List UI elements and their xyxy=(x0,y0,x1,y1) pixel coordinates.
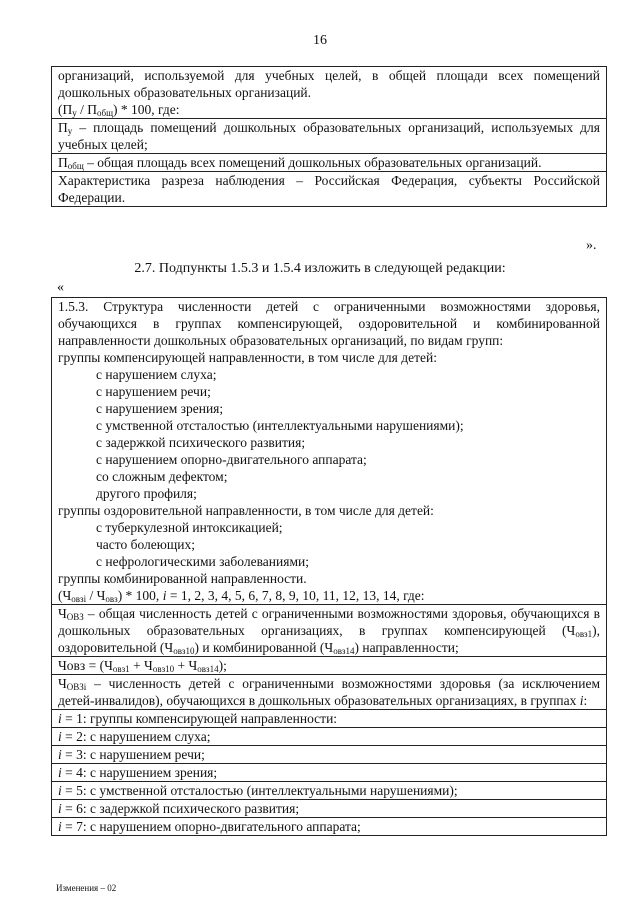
comp-item: с нарушением речи; xyxy=(96,384,211,399)
comp-item: с нарушением слуха; xyxy=(96,367,217,382)
cont-text: организаций, используемой для учебных целей, в общей площади всех помещений дошкольных образовательных организаций. xyxy=(58,68,600,100)
health-groups-label: группы оздоровительной направленности, в том числе для детей: xyxy=(58,503,434,518)
top-table-cont-row xyxy=(52,67,606,118)
i-row: i = 3: с нарушением речи; xyxy=(52,745,606,763)
i-row: i = 4: с нарушением зрения; xyxy=(52,763,606,781)
comp-item: с задержкой психического развития; xyxy=(96,435,306,450)
intro-text: 1.5.3. Структура численности детей с ограниченными возможностями здоровья, обучающихся в группах компенсирующей, оздоровительной и комбинированной направленности дошкольных образовательных организаций, по видам групп: xyxy=(58,299,600,348)
characteristic-row: Характеристика разреза наблюдения – Российская Федерация, субъекты Российской Федерации. xyxy=(52,171,606,206)
def-ovzi-row: $Ч_{ОВЗi}$ – численность детей с ограниченными возможностями здоровья (за исключением детей-инвалидов), обучающихся в дошкольных образовательных организациях, в группах i: xyxy=(52,674,606,709)
quote-open: « xyxy=(57,280,64,295)
comp-groups-label: группы компенсирующей направленности, в том числе для детей: xyxy=(58,350,437,365)
health-item: часто болеющих; xyxy=(96,537,195,552)
i-row: i = 7: с нарушением опорно-двигательного аппарата; xyxy=(52,817,606,835)
structure-row xyxy=(52,298,606,604)
comp-item: другого профиля; xyxy=(96,486,197,501)
i-row: i = 6: с задержкой психического развития; xyxy=(52,799,606,817)
i-row: i = 5: с умственной отсталостью (интеллектуальными нарушениями); xyxy=(52,781,606,799)
def-ovz-row: $Ч_{ОВЗ}$ – общая численность детей с ограниченными возможностями здоровья, обучающихся в дошкольных образовательных организациях, в группах компенсирующей $(Ч_{овз1})$, оздоровительной $(Ч_{овз10})$ и комбинированной $(Ч_{овз14})$ направленности; xyxy=(52,604,606,656)
i-row: i = 2: с нарушением слуха; xyxy=(52,727,606,745)
comp-item: со сложным дефектом; xyxy=(96,469,228,484)
comp-item: с нарушением опорно-двигательного аппарата; xyxy=(96,452,367,467)
top-table xyxy=(51,66,607,207)
quote-close: ». xyxy=(586,238,597,253)
combined-groups-label: группы комбинированной направленности. xyxy=(58,571,307,586)
i-row: i = 1: группы компенсирующей направленности: xyxy=(52,709,606,727)
structure-formula: $(Ч_{овзi} / Ч_{овз}) * 100$, i = 1, 2, 3, 4, 5, 6, 7, 8, 9, 10, 11, 12, 13, 14, где: xyxy=(58,588,425,604)
health-item: с туберкулезной интоксикацией; xyxy=(96,520,283,535)
comp-item: с умственной отсталостью (интеллектуальными нарушениями); xyxy=(96,418,464,433)
amendment-heading: 2.7. Подпункты 1.5.3 и 1.5.4 изложить в следующей редакции: xyxy=(134,261,506,276)
def-py-row: $П_у$ – площадь помещений дошкольных образовательных организаций, используемых для учебных целей; xyxy=(52,118,606,153)
main-table xyxy=(51,297,607,836)
sum-formula-row: Човз = $(Ч_{овз1} + Ч_{овз10} + Ч_{овз14})$; xyxy=(52,656,606,674)
def-pobsh-row: $П_{общ}$ – общая площадь всех помещений дошкольных образовательных организаций. xyxy=(52,153,606,171)
comp-item: с нарушением зрения; xyxy=(96,401,224,416)
top-formula: $(П_у / П_{общ}) * 100$, где: xyxy=(58,102,180,118)
health-item: с нефрологическими заболеваниями; xyxy=(96,554,309,569)
footer-note: Изменения – 02 xyxy=(56,883,117,893)
page-number: 16 xyxy=(313,33,327,48)
